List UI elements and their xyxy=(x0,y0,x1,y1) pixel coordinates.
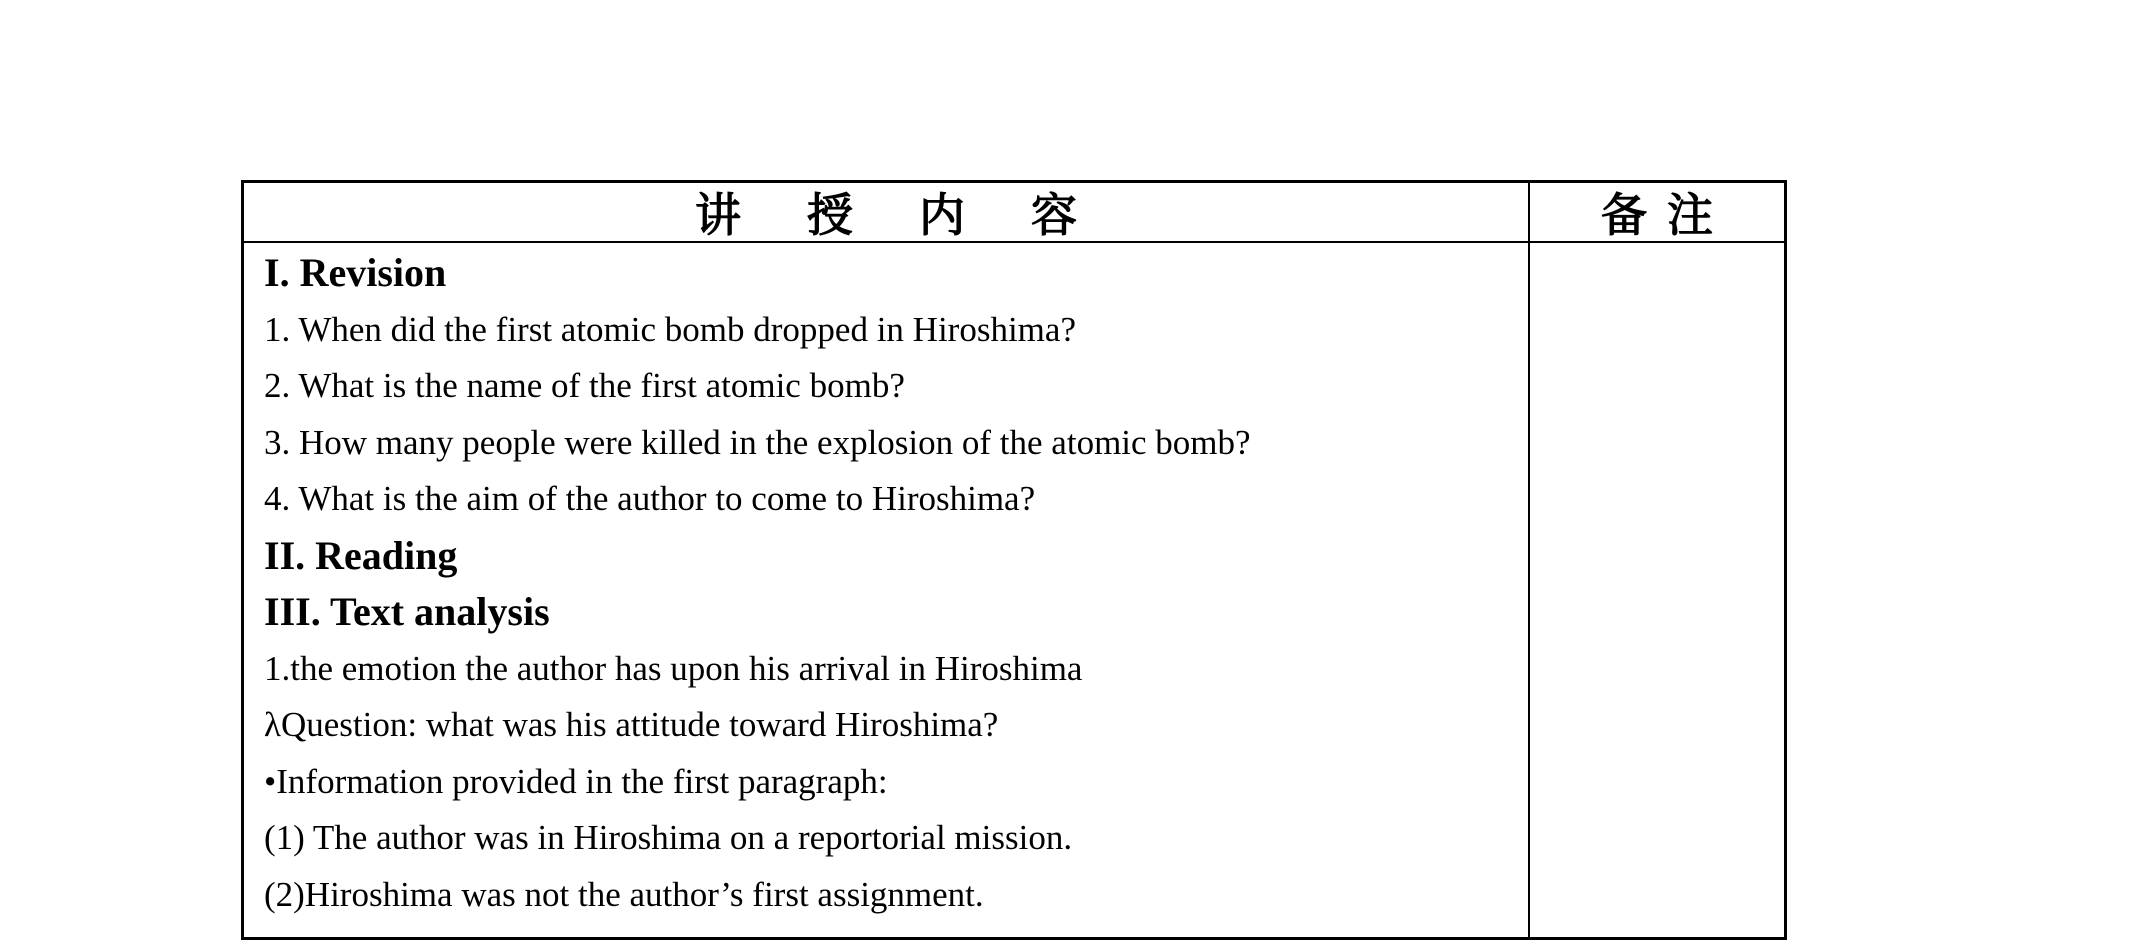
content-line: 4. What is the aim of the author to come to Hiroshima? xyxy=(264,479,1036,518)
header-char: 备 xyxy=(1601,188,1647,242)
header-char: 内 xyxy=(919,188,965,242)
header-char: 授 xyxy=(807,188,853,242)
content-line: (2)Hiroshima was not the author’s first assignment. xyxy=(264,874,984,914)
section-heading: II. Reading xyxy=(264,532,458,578)
content-line: (1) The author was in Hiroshima on a reportorial mission. xyxy=(264,818,1073,857)
content-line: λQuestion: what was his attitude toward Hiroshima? xyxy=(264,705,999,744)
header-char: 容 xyxy=(1031,188,1077,242)
header-char: 讲 xyxy=(695,188,741,242)
header-teaching-content xyxy=(244,183,1528,241)
column-divider xyxy=(1528,183,1530,937)
content-line: 2. What is the name of the first atomic bomb? xyxy=(264,366,905,405)
teaching-content-cell xyxy=(264,245,1514,923)
section-heading: I. Revision xyxy=(264,250,447,295)
content-line: 3. How many people were killed in the explosion of the atomic bomb? xyxy=(264,422,1251,462)
content-line: 1. When did the first atomic bomb dropped in Hiroshima? xyxy=(264,309,1076,349)
content-line: 1.the emotion the author has upon his arrival in Hiroshima xyxy=(264,648,1083,688)
section-heading: III. Text analysis xyxy=(264,589,550,634)
table-header-row xyxy=(244,183,1784,243)
lesson-table xyxy=(241,180,1787,940)
header-char: 注 xyxy=(1667,188,1713,242)
content-line: •Information provided in the first paragraph: xyxy=(264,761,888,801)
header-remarks xyxy=(1530,183,1784,241)
